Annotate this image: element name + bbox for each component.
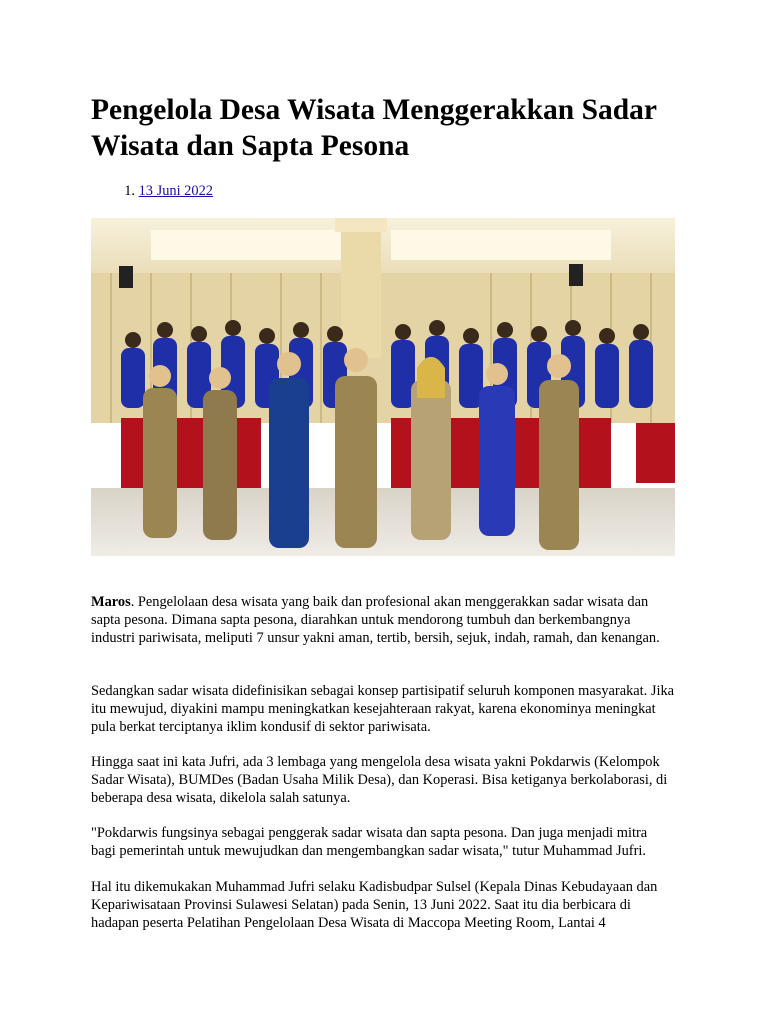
date-link[interactable]: 13 Juni 2022 (138, 183, 213, 199)
paragraph-4: Hal itu dikemukakan Muhammad Jufri selaku Kadisbudpar Sulsel (Kepala Dinas Kebudayaan dan Kepariwisataan Provinsi Sulawesi Selatan) pada Senin, 13 Juni 2022. Saat itu dia berbicara di hadapan peserta Pelatihan Pengelolaan Desa Wisata di Maccopa Meeting Room, Lantai 4 (91, 879, 658, 931)
list-number: 1. (124, 183, 135, 199)
lead-location: Maros (91, 594, 131, 610)
paragraph-1: Sedangkan sadar wisata didefinisikan sebagai konsep partisipatif seluruh komponen masyarakat. Jika itu mewujud, diyakini mampu meningkatkan kesejahteraan rakyat, karena ekonominya meningkat pula berkat terciptanya iklim kondusif di sektor pariwisata. (91, 683, 675, 735)
group-photo (91, 218, 675, 556)
date-list (91, 182, 213, 200)
lead-paragraph (91, 593, 675, 647)
article-title: Pengelola Desa Wisata Menggerakkan Sadar Wisata dan Sapta Pesona (91, 94, 657, 162)
paragraph-3: "Pokdarwis fungsinya sebagai penggerak sadar wisata dan sapta pesona. Dan juga menjadi mitra bagi pemerintah untuk mewujudkan dan mengembangkan sadar wisata," tutur Muhammad Jufri. (91, 825, 648, 859)
lead-text: . Pengelolaan desa wisata yang baik dan profesional akan menggerakkan sadar wisata dan sapta pesona. Dimana sapta pesona, diarahkan untuk mendorong tumbuh dan berkembangnya industri pariwisata, meliputi 7 unsur yakni aman, tertib, bersih, sejuk, indah, ramah, dan kenangan. (91, 594, 660, 646)
paragraph-2: Hingga saat ini kata Jufri, ada 3 lembaga yang mengelola desa wisata yakni Pokdarwis (Kelompok Sadar Wisata), BUMDes (Badan Usaha Milik Desa), dan Koperasi. Bisa ketiganya berkolaborasi, di beberapa desa wisata, dikelola salah satunya. (91, 754, 668, 806)
date-list-item (91, 182, 213, 200)
